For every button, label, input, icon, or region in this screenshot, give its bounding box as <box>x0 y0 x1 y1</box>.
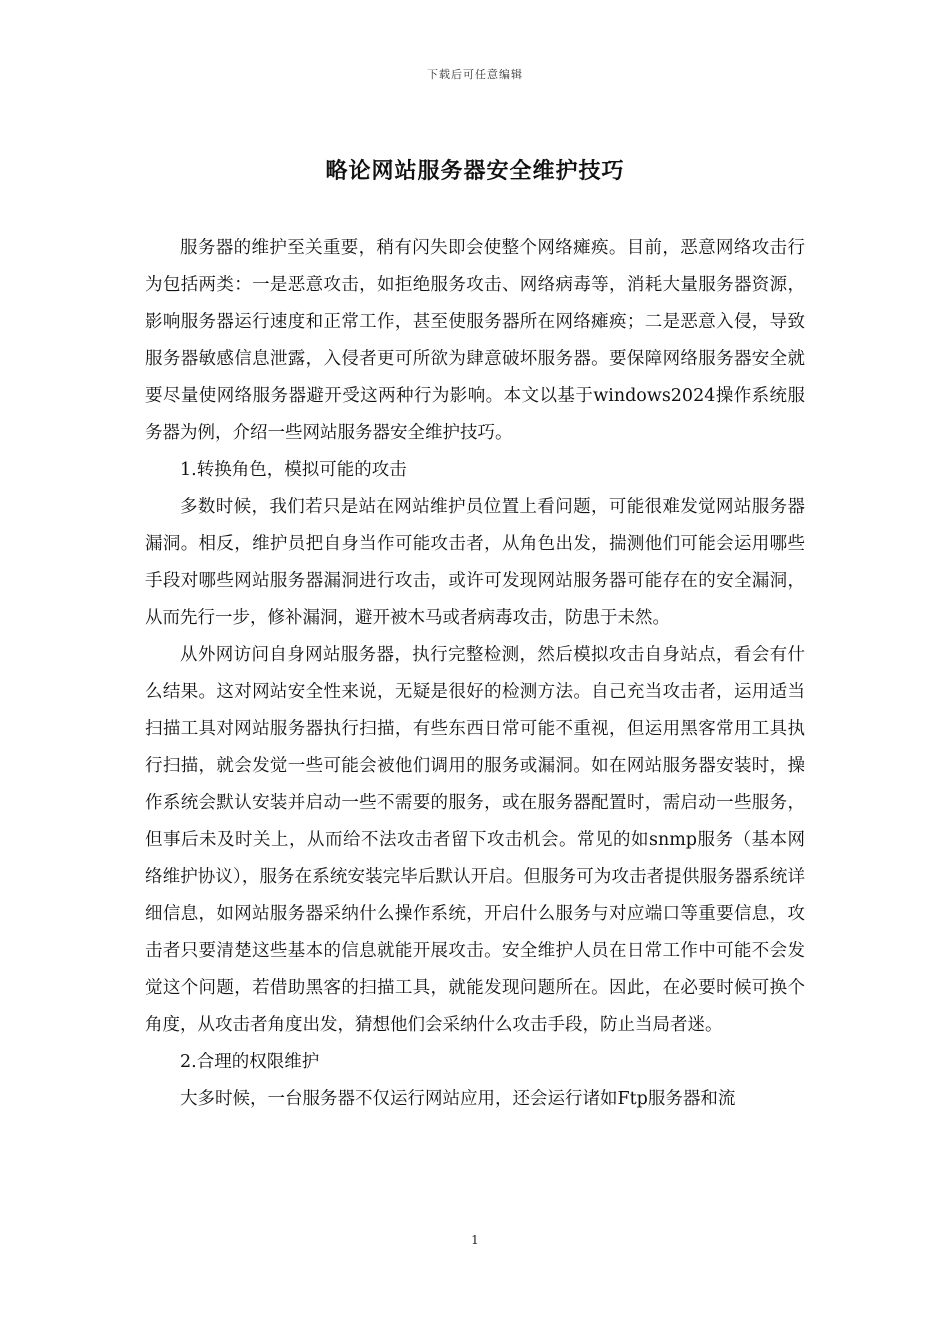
document-body <box>145 230 805 1118</box>
paragraph-external-scan: 从外网访问自身网站服务器，执行完整检测，然后模拟攻击自身站点，看会有什么结果。这对网站安全性来说，无疑是很好的检测方法。自己充当攻击者，运用适当扫描工具对网站服务器执行扫描，有些东西日常可能不重视，但运用黑客常用工具执行扫描，就会发觉一些可能会被他们调用的服务或漏洞。如在网站服务器安装时，操作系统会默认安装并启动一些不需要的服务，或在服务器配置时，需启动一些服务，但事后未及时关上，从而给不法攻击者留下攻击机会。常见的如snmp服务（基本网络维护协议），服务在系统安装完毕后默认开启。但服务可为攻击者提供服务器系统详细信息，如网站服务器采纳什么操作系统，开启什么服务与对应端口等重要信息，攻击者只要清楚这些基本的信息就能开展攻击。安全维护人员在日常工作中可能不会发觉这个问题，若借助黑客的扫描工具，就能发现问题所在。因此，在必要时候可换个角度，从攻击者角度出发，猜想他们会采纳什么攻击手段，防止当局者迷。 <box>145 645 805 1035</box>
document-title: 略论网站服务器安全维护技巧 <box>325 158 625 184</box>
paragraph-role-switch: 多数时候，我们若只是站在网站维护员位置上看问题，可能很难发觉网站服务器漏洞。相反，维护员把自身当作可能攻击者，从角色出发，揣测他们可能会运用哪些手段对哪些网站服务器漏洞进行攻击，或许可发现网站服务器可能存在的安全漏洞，从而先行一步，修补漏洞，避开被木马或者病毒攻击，防患于未然。 <box>145 497 805 628</box>
header-note: 下载后可任意编辑 <box>427 68 523 81</box>
section-heading-1: 1.转换角色，模拟可能的攻击 <box>180 460 407 480</box>
section-heading-2: 2.合理的权限维护 <box>180 1052 320 1072</box>
paragraph-intro: 服务器的维护至关重要，稍有闪失即会使整个网络瘫痪。目前，恶意网络攻击行为包括两类：一是恶意攻击，如拒绝服务攻击、网络病毒等，消耗大量服务器资源，影响服务器运行速度和正常工作，甚至使服务器所在网络瘫痪；二是恶意入侵，导致服务器敏感信息泄露，入侵者更可所欲为肆意破坏服务器。要保障网络服务器安全就要尽量使网络服务器避开受这两种行为影响。本文以基于windows2024操作系统服务器为例，介绍一些网站服务器安全维护技巧。 <box>145 238 805 443</box>
paragraph-permissions: 大多时候，一台服务器不仅运行网站应用，还会运行诸如Ftp服务器和流 <box>180 1089 736 1109</box>
page-number: 1 <box>471 1233 479 1247</box>
